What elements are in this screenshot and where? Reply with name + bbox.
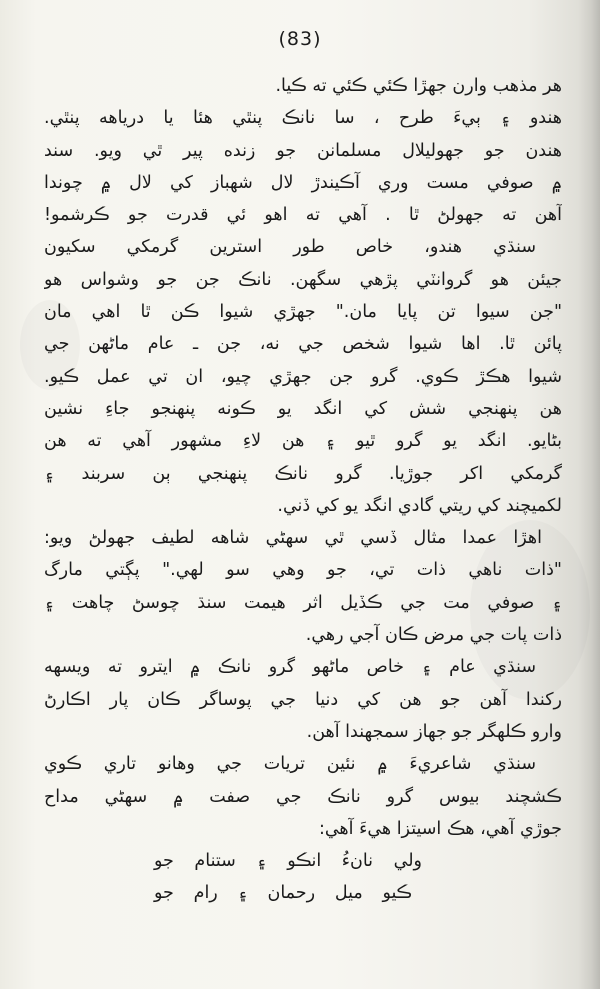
text-line: شيوا هڪڙ ڪوي. گرو جن جهڙي چيو، ان تي عمل ڪيو. bbox=[44, 366, 562, 387]
text-line: هن پنهنجي شش کي انگد يو ڪونه پنهنجو جاءِ نشين bbox=[44, 398, 562, 419]
verse-line: ولي نانءُ انڪو ۽ ستنام جو bbox=[154, 851, 422, 872]
text-line: پائن ٿا. اها شيوا شخص جي نه، جن ـ عام ماڻهن جي bbox=[44, 334, 562, 355]
text-line: ذات پات جي مرض ڪان آجي رهي. bbox=[305, 625, 562, 646]
paragraph-start-line: سنڌي عام ۽ خاص ماڻهو گرو نانڪ ۾ ايترو ته ويسهه bbox=[44, 657, 536, 678]
text-line: رکندا آهن جو هن کي دنيا جي پوساگر ڪان پار اڪارڻ bbox=[44, 689, 562, 710]
text-line: آهن ته جهولڻ ٿا . آهي ته اهو ئي قدرت جو ڪرشمو! bbox=[44, 205, 562, 226]
text-line: گرمکي اکر جوڙيا. گرو نانڪ پنهنجي ٻن سربند ۽ bbox=[44, 463, 562, 484]
text-line: وارو ڪلهگر جو جهاز سمجهندا آهن. bbox=[306, 721, 562, 742]
text-line: هندن جو جهوليلال مسلمانن جو زنده پير ٿي ويو. سند bbox=[44, 140, 562, 161]
page-edge-shadow bbox=[578, 0, 600, 989]
text-line: ڪشچند بيوس گرو نانڪ جي صفت ۾ سهڻي مداح bbox=[44, 786, 562, 807]
text-line: هر مذهب وارن جهڙا ڪئي ڪئي ته ڪيا. bbox=[275, 76, 562, 96]
text-line: "جن سيوا تن پايا مان." جهڙي شيوا ڪن ٿا اهي مان bbox=[44, 302, 562, 323]
text-line: ۾ صوفي مست وري آڪيندڙ لال شهباز کي لال ۾ چوندا bbox=[44, 172, 562, 193]
text-line: جوڙي آهي، هڪ اسيتزا هيءَ آهي: bbox=[318, 818, 562, 839]
text-line: هندو ۽ ٻيءَ طرح ، سا نانڪ پنٿي هئا يا درياهه پنٿي. bbox=[44, 108, 562, 129]
text-line: جيئن هو گروانٽي پڙهي سگهن. نانڪ جن جو وشواس هو bbox=[44, 269, 562, 290]
text-line: ۽ صوفي مت جي ڪڏيل اثر هيمت سنڌ چوسڻ چاهت ۽ bbox=[44, 592, 562, 613]
page-number: (83) bbox=[278, 28, 322, 50]
paragraph-start-line: اهڙا عمدا مثال ڏسي ٿي سهڻي شاهه لطيف جهولڻ ويو: bbox=[44, 528, 542, 549]
paragraph-start-line: سنڌي هندو، خاص طور استرين گرمکي سکيون bbox=[44, 237, 536, 258]
text-line: بڻايو. انگد يو گرو ٿيو ۽ هن لاءِ مشهور آهي ته هن bbox=[44, 431, 562, 452]
quote-line: "ذات ناهي ذات تي، جو وهي سو لهي." پڳتي مارگ bbox=[44, 560, 562, 581]
body-text bbox=[44, 70, 562, 910]
paragraph-start-line: سنڌي شاعريءَ ۾ نئين تريات جي وهانو تاري ڪوي bbox=[44, 754, 536, 775]
verse-line: ڪيو ميل رحمان ۽ رام جو bbox=[154, 883, 412, 904]
text-line: لکميچند کي ريتي گادي انگد يو کي ڏني. bbox=[277, 495, 562, 516]
